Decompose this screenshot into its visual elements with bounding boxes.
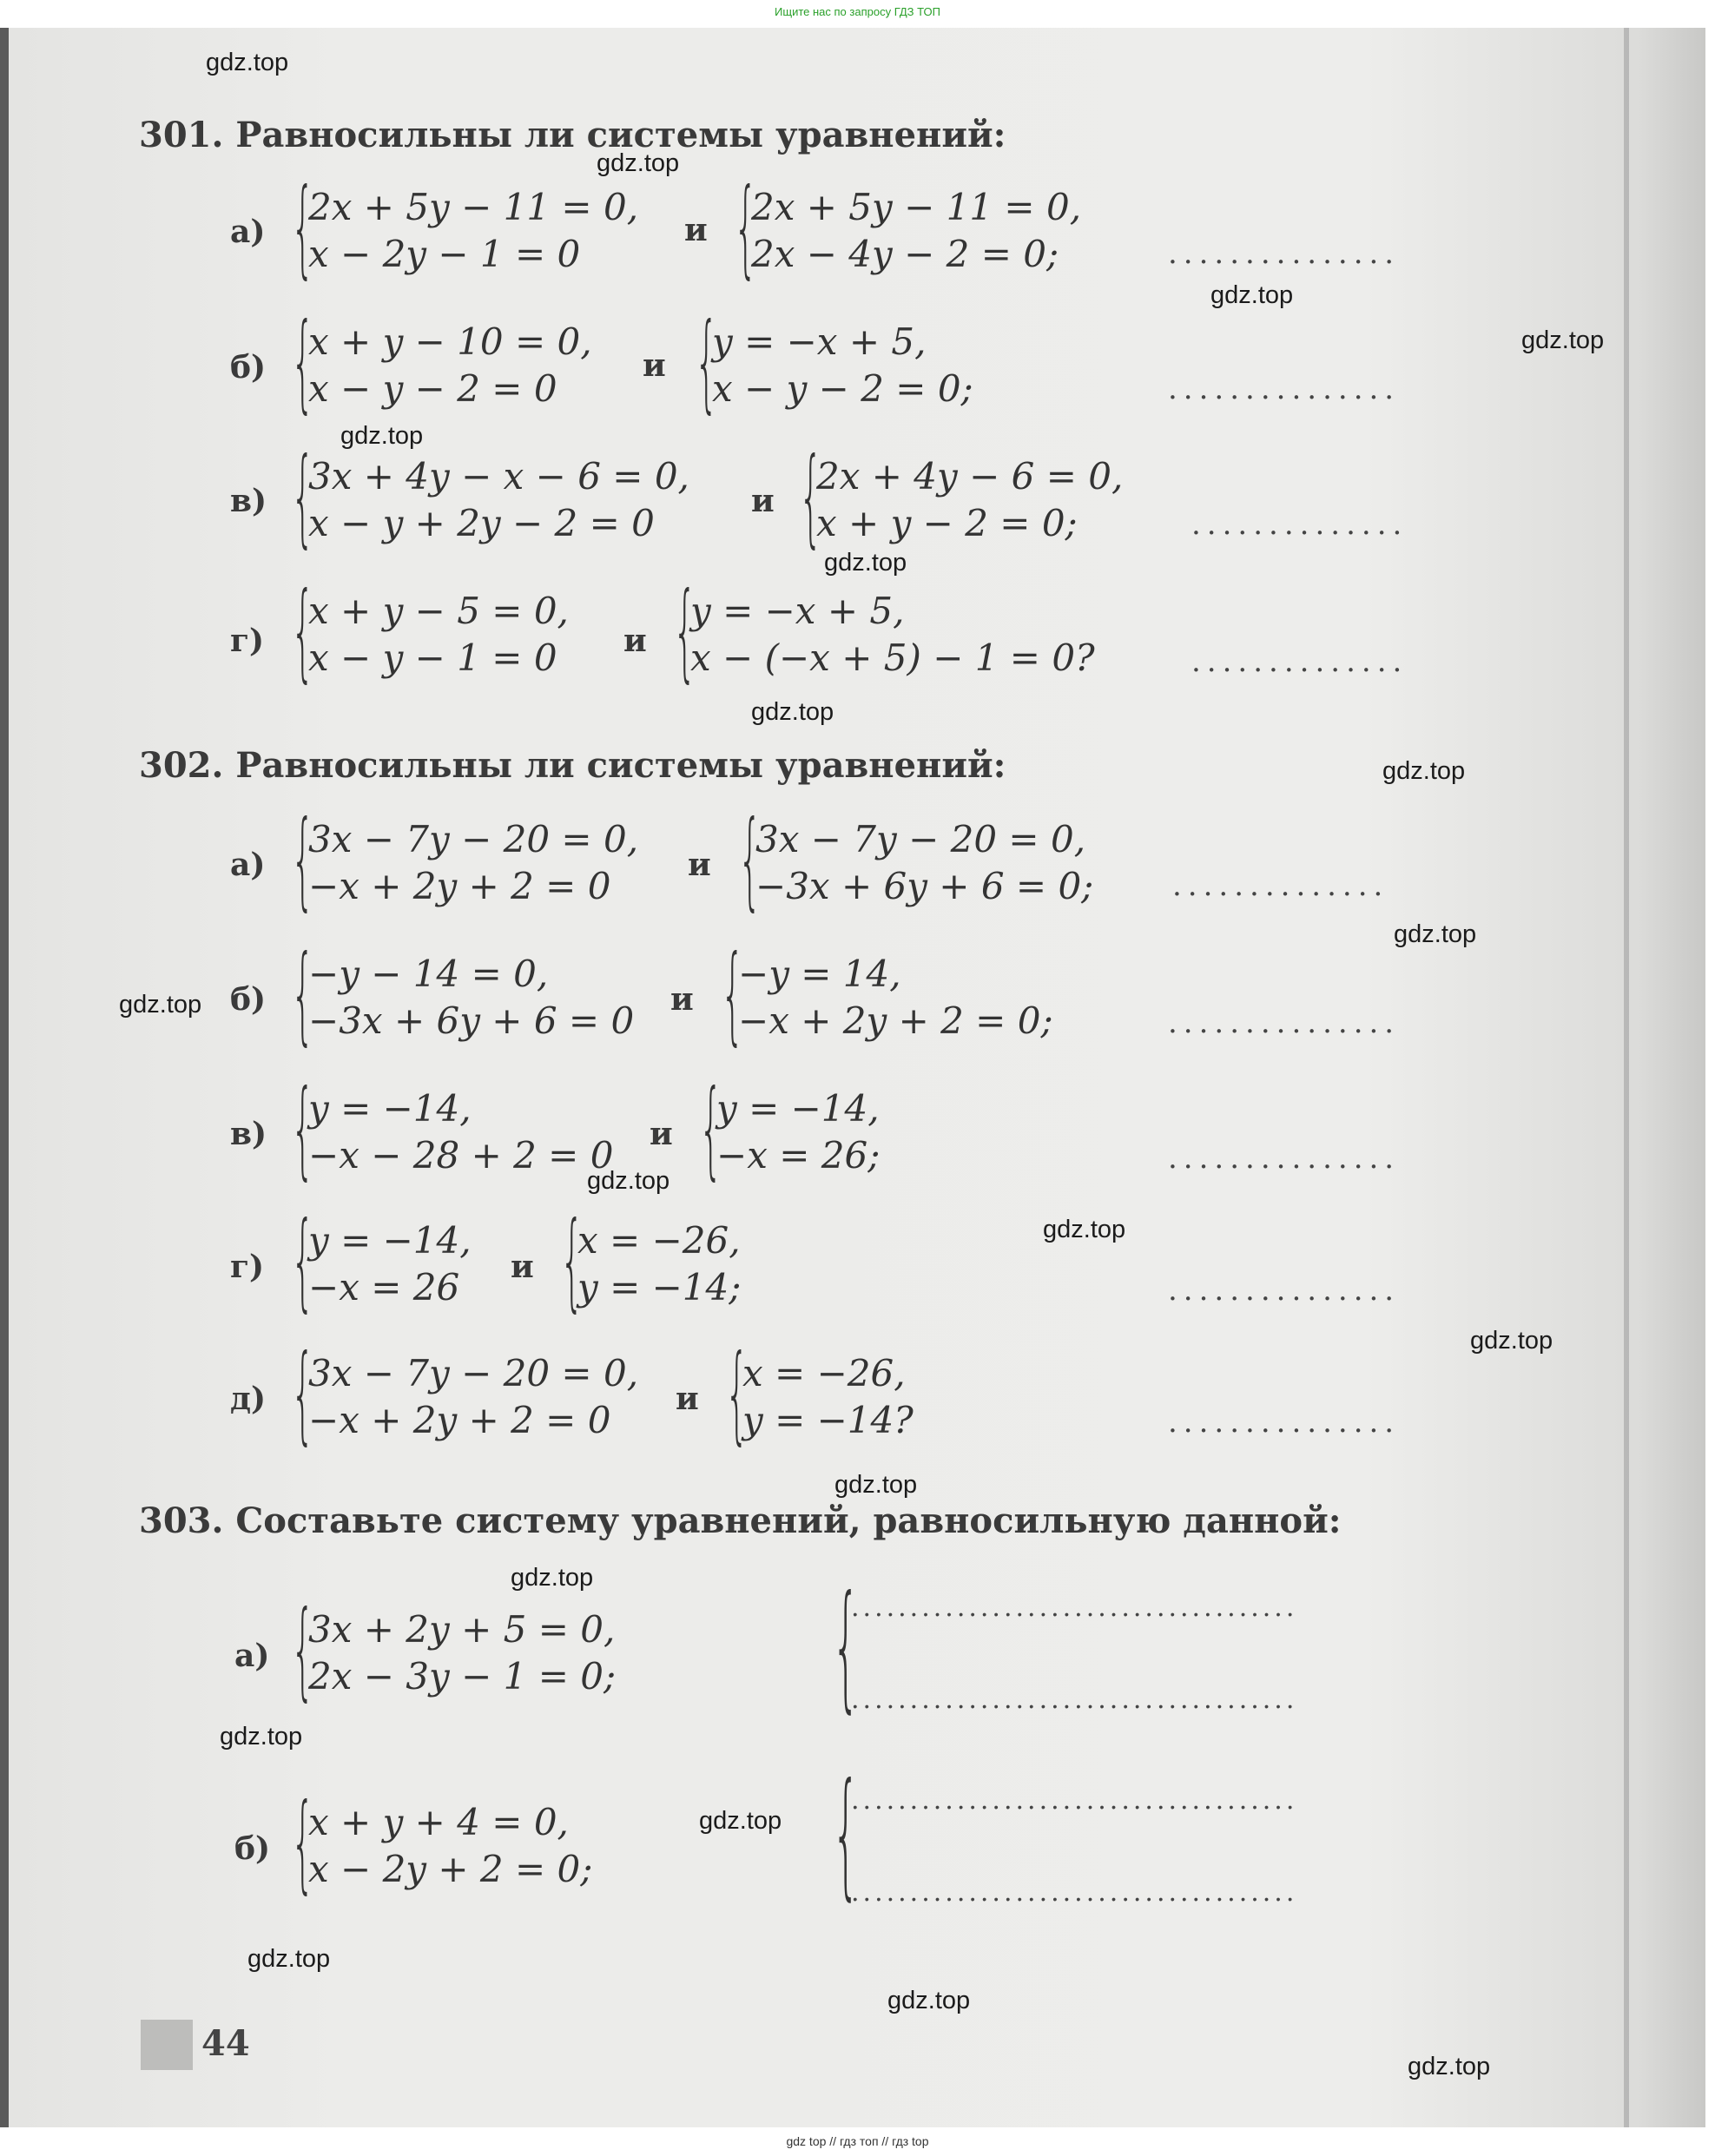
answer-brace: { xyxy=(832,1566,861,1726)
equation: −x − 28 + 2 = 0 xyxy=(308,1134,614,1177)
brace: { xyxy=(291,435,315,558)
equation: −x = 26; xyxy=(716,1134,881,1177)
brace: { xyxy=(291,300,315,424)
conjunction: и xyxy=(751,483,775,519)
watermark: gdz.top xyxy=(1521,326,1605,354)
answer-blank[interactable]: ............... xyxy=(1168,1005,1401,1040)
item-label: г) xyxy=(230,623,265,659)
equation: x − y + 2y − 2 = 0 xyxy=(308,502,655,544)
equation: x + y + 4 = 0, xyxy=(308,1801,569,1843)
watermark: gdz.top xyxy=(206,49,289,76)
answer-line[interactable]: ...................................... xyxy=(851,1785,1298,1816)
watermark: gdz.top xyxy=(1408,2053,1491,2080)
equation: 3x − 7y − 20 = 0, xyxy=(308,1352,639,1394)
watermark: gdz.top xyxy=(587,1167,670,1195)
item-label: б) xyxy=(234,1830,271,1867)
brace: { xyxy=(721,933,745,1056)
equation: −y = 14, xyxy=(738,953,901,995)
scan-left-edge xyxy=(0,28,9,2127)
equation: x = −26, xyxy=(577,1219,741,1262)
conjunction: и xyxy=(688,847,711,883)
answer-blank[interactable]: ............... xyxy=(1168,372,1401,406)
brace: { xyxy=(291,1199,315,1322)
brace: { xyxy=(291,1781,315,1904)
equation: 2x + 5y − 11 = 0, xyxy=(751,186,1082,228)
equation: −3x + 6y + 6 = 0; xyxy=(755,865,1094,907)
exercise-prompt: Составьте систему уравнений, равносильную данной: xyxy=(235,1500,1342,1541)
answer-blank[interactable]: ............... xyxy=(1168,1405,1401,1440)
exercise-number: 302. xyxy=(139,745,224,786)
brace: { xyxy=(291,798,315,921)
equation: y = −14, xyxy=(308,1087,472,1130)
equation: x + y − 10 = 0, xyxy=(308,320,592,363)
brace: { xyxy=(291,1067,315,1190)
page-fold xyxy=(1624,28,1629,2127)
watermark: gdz.top xyxy=(247,1945,331,1973)
page-number: 44 xyxy=(201,2023,250,2064)
equation: −3x + 6y + 6 = 0 xyxy=(308,999,635,1042)
brace: { xyxy=(695,300,719,424)
watermark: gdz.top xyxy=(340,422,424,450)
equation: x = −26, xyxy=(742,1352,906,1394)
answer-line[interactable]: ...................................... xyxy=(851,1592,1298,1623)
equation: x + y − 2 = 0; xyxy=(816,502,1078,544)
answer-blank[interactable]: ............... xyxy=(1168,1273,1401,1308)
equation: −x + 2y + 2 = 0; xyxy=(738,999,1053,1042)
conjunction: и xyxy=(650,1116,673,1152)
answer-brace: { xyxy=(832,1754,861,1914)
brace: { xyxy=(291,1332,315,1455)
brace: { xyxy=(673,570,697,693)
exercise-302-heading xyxy=(139,745,1006,786)
brace: { xyxy=(291,166,315,289)
watermark: gdz.top xyxy=(1043,1216,1126,1243)
brace: { xyxy=(725,1332,749,1455)
equation: 3x + 4y − x − 6 = 0, xyxy=(308,455,689,498)
answer-blank[interactable]: .............. xyxy=(1172,868,1389,903)
exercise-prompt: Равносильны ли системы уравнений: xyxy=(235,745,1006,786)
brace: { xyxy=(291,570,315,693)
answer-blank[interactable]: .............. xyxy=(1191,507,1408,542)
exercise-303-heading xyxy=(139,1500,1342,1541)
equation: x − (−x + 5) − 1 = 0? xyxy=(690,636,1095,679)
item-label: б) xyxy=(230,981,267,1018)
conjunction: и xyxy=(676,1381,699,1417)
search-hint[interactable]: Ищите нас по запросу ГДЗ ТОП xyxy=(775,5,940,18)
answer-line[interactable]: ...................................... xyxy=(851,1685,1298,1715)
brace: { xyxy=(291,933,315,1056)
answer-blank[interactable]: .............. xyxy=(1191,644,1408,679)
exercise-number: 301. xyxy=(139,115,224,155)
footer-note[interactable]: gdz top // гдз топ // гдз top xyxy=(786,2134,929,2148)
equation: 3x + 2y + 5 = 0, xyxy=(308,1608,616,1651)
watermark: gdz.top xyxy=(1382,757,1466,785)
watermark: gdz.top xyxy=(1210,281,1294,309)
equation: −x + 2y + 2 = 0 xyxy=(308,1399,611,1441)
brace: { xyxy=(734,166,758,289)
answer-blank[interactable]: ............... xyxy=(1168,1141,1401,1176)
watermark: gdz.top xyxy=(887,1987,971,2014)
item-label: в) xyxy=(230,1116,267,1152)
page-number-badge xyxy=(141,2020,193,2070)
equation: y = −14; xyxy=(577,1266,742,1309)
equation: y = −x + 5, xyxy=(712,320,927,363)
watermark: gdz.top xyxy=(511,1564,594,1592)
item-label: а) xyxy=(230,214,266,250)
equation: 2x − 3y − 1 = 0; xyxy=(308,1655,617,1698)
brace: { xyxy=(699,1067,723,1190)
exercise-prompt: Равносильны ли системы уравнений: xyxy=(235,115,1006,155)
equation: y = −14, xyxy=(716,1087,880,1130)
watermark: gdz.top xyxy=(597,149,680,177)
item-label: в) xyxy=(230,483,267,519)
answer-blank[interactable]: ............... xyxy=(1168,236,1401,271)
equation: 3x − 7y − 20 = 0, xyxy=(308,818,639,860)
conjunction: и xyxy=(684,212,708,248)
exercise-number: 303. xyxy=(139,1500,224,1541)
equation: y = −14? xyxy=(742,1399,914,1441)
equation: x − y − 2 = 0 xyxy=(308,367,557,410)
watermark: gdz.top xyxy=(699,1807,782,1835)
item-label: а) xyxy=(230,847,266,883)
item-label: г) xyxy=(230,1249,265,1285)
watermark: gdz.top xyxy=(119,991,202,1019)
equation: x − 2y + 2 = 0; xyxy=(308,1848,593,1890)
answer-line[interactable]: ...................................... xyxy=(851,1877,1298,1908)
item-label: б) xyxy=(230,349,267,386)
watermark: gdz.top xyxy=(220,1723,303,1751)
conjunction: и xyxy=(511,1249,534,1285)
equation: −x + 2y + 2 = 0 xyxy=(308,865,611,907)
equation: −x = 26 xyxy=(308,1266,460,1309)
conjunction: и xyxy=(623,623,647,659)
equation: x − 2y − 1 = 0 xyxy=(308,233,581,275)
equation: x + y − 5 = 0, xyxy=(308,590,569,632)
brace: { xyxy=(560,1199,584,1322)
watermark: gdz.top xyxy=(1394,920,1477,948)
item-label: а) xyxy=(234,1638,270,1674)
exercise-301-heading xyxy=(139,115,1006,155)
equation: x − y − 1 = 0 xyxy=(308,636,557,679)
brace: { xyxy=(291,1588,315,1711)
equation: y = −x + 5, xyxy=(690,590,905,632)
watermark: gdz.top xyxy=(751,698,834,726)
equation: −y − 14 = 0, xyxy=(308,953,549,995)
equation: 3x − 7y − 20 = 0, xyxy=(755,818,1086,860)
conjunction: и xyxy=(643,347,666,384)
conjunction: и xyxy=(670,981,694,1018)
equation: 2x − 4y − 2 = 0; xyxy=(751,233,1059,275)
item-label: д) xyxy=(230,1381,267,1417)
watermark: gdz.top xyxy=(1470,1327,1553,1355)
equation: 2x + 5y − 11 = 0, xyxy=(308,186,639,228)
equation: y = −14, xyxy=(308,1219,472,1262)
watermark: gdz.top xyxy=(834,1471,918,1499)
brace: { xyxy=(738,798,762,921)
equation: 2x + 4y − 6 = 0, xyxy=(816,455,1124,498)
watermark: gdz.top xyxy=(824,549,907,577)
equation: x − y − 2 = 0; xyxy=(712,367,973,410)
brace: { xyxy=(799,435,823,558)
